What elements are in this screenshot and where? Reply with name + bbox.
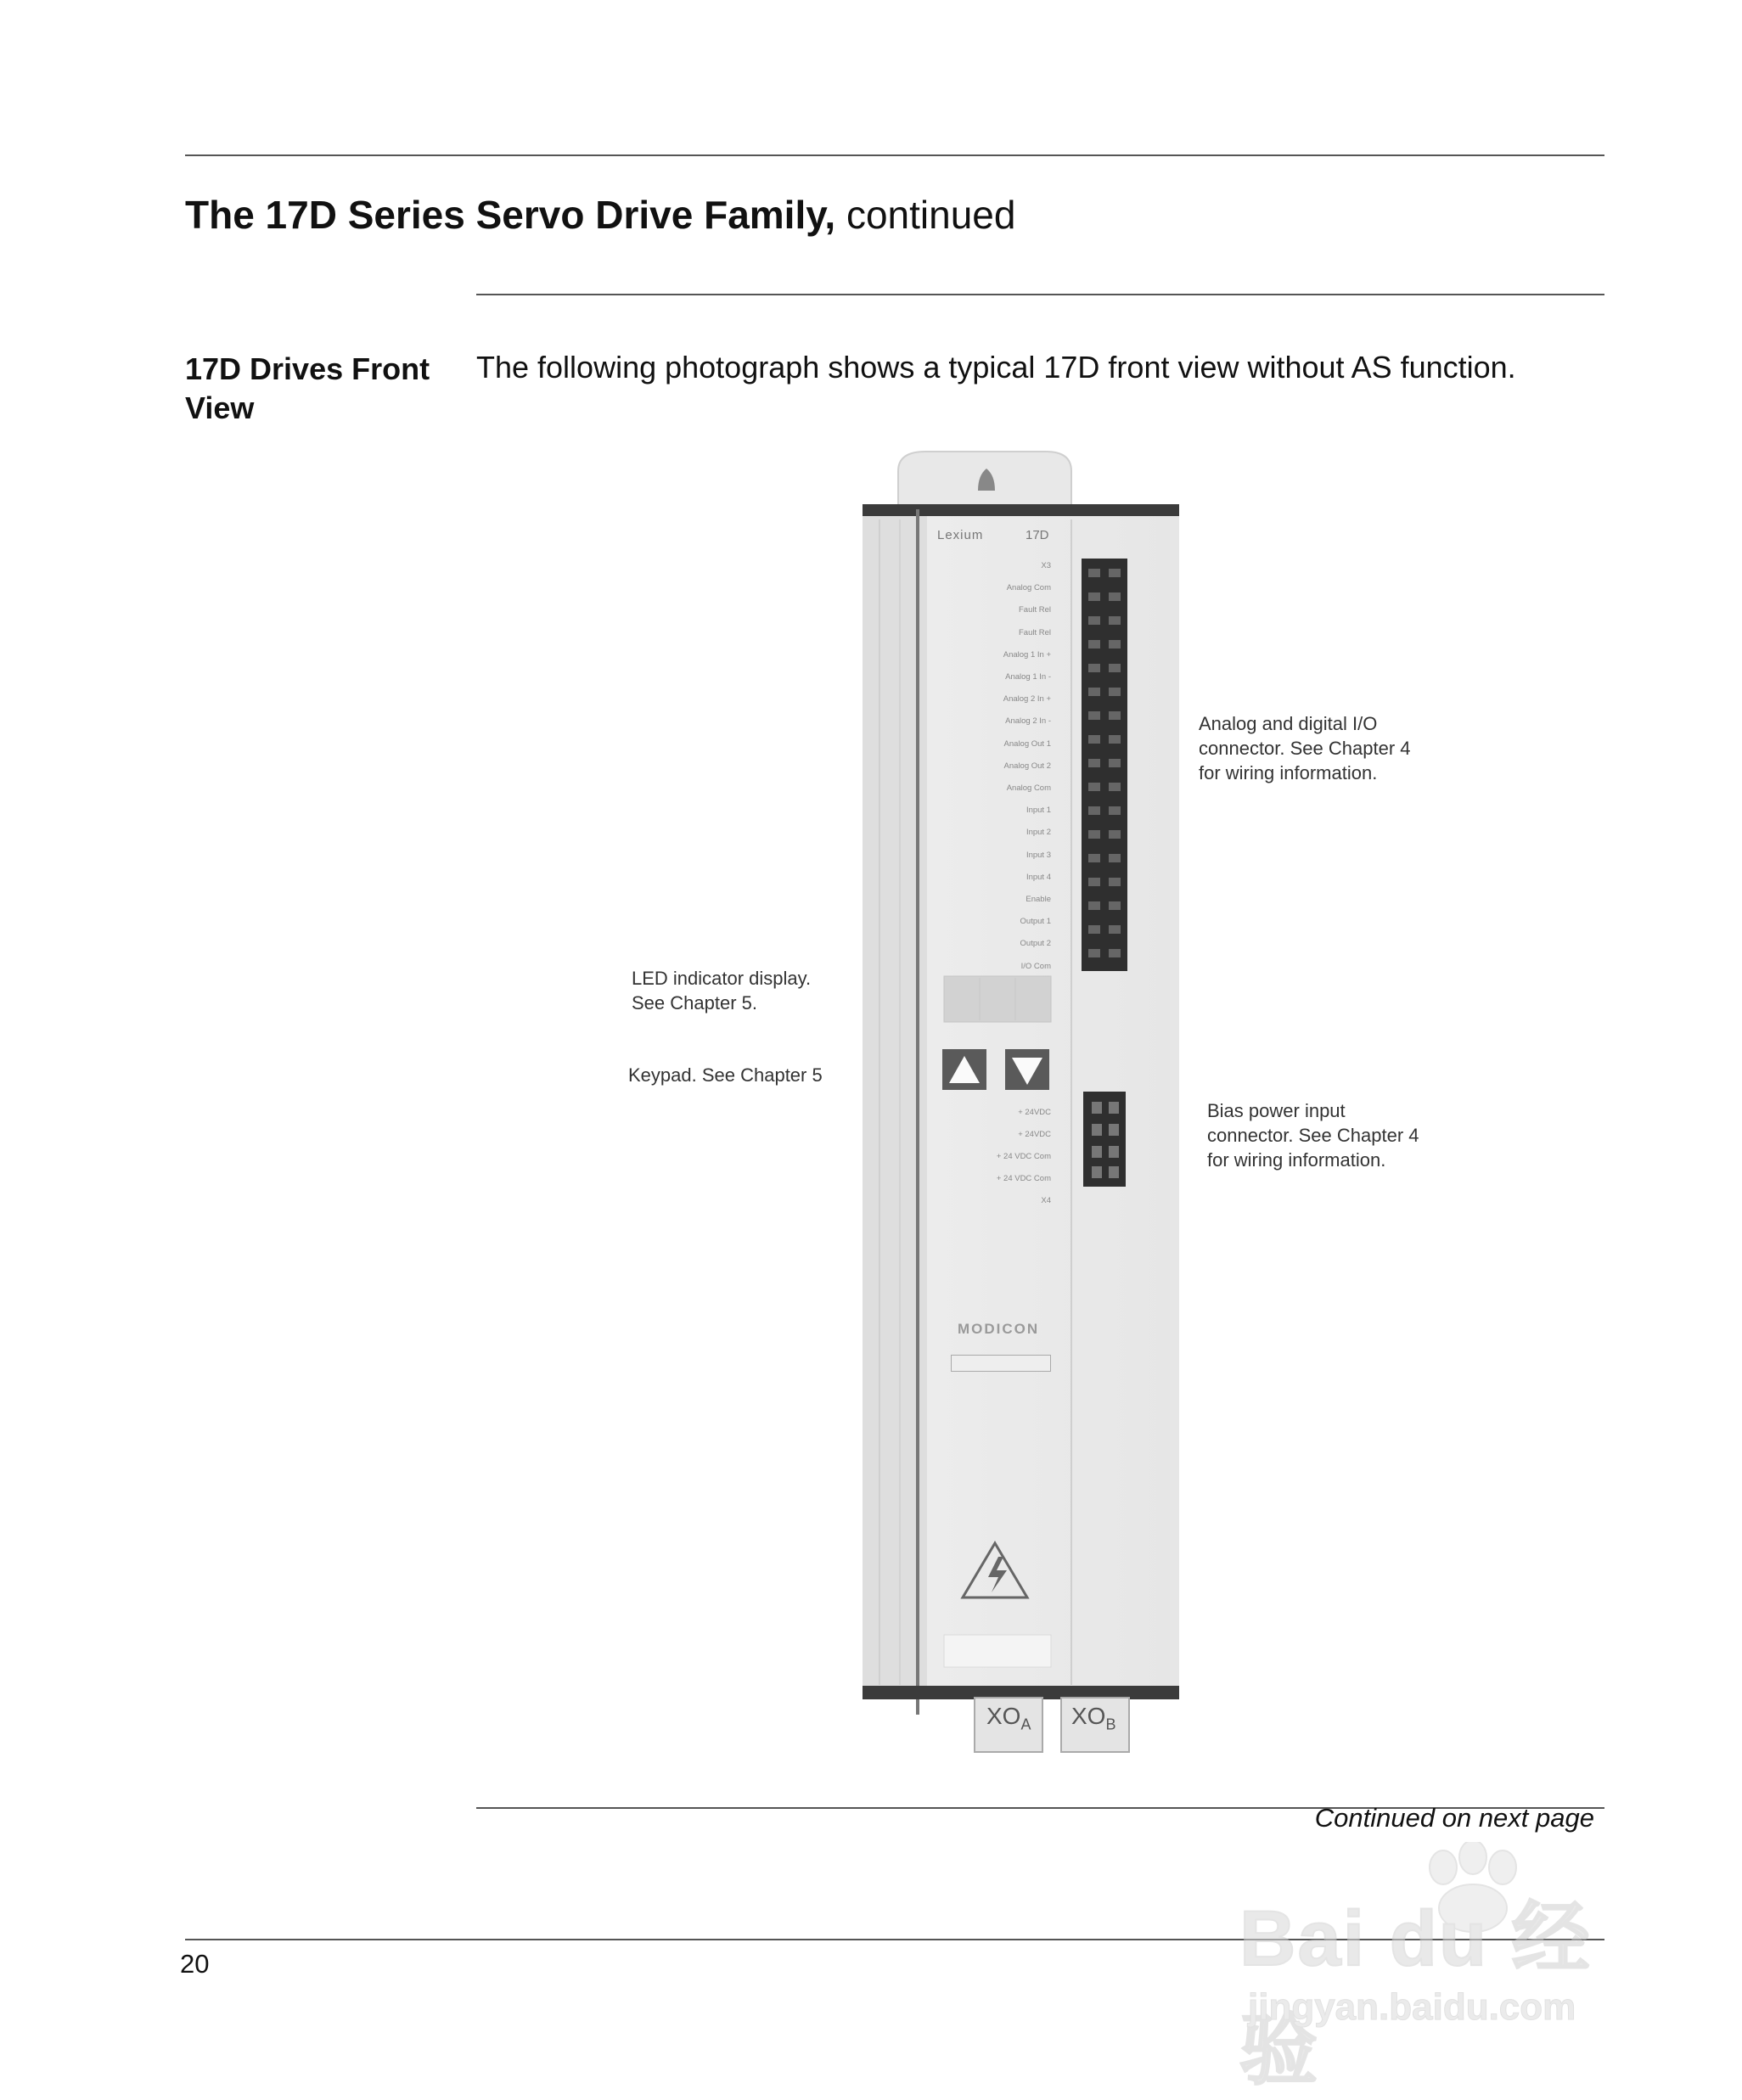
io-terminal-label: Analog 2 In + <box>1003 694 1051 705</box>
io-terminal-label: Analog Com <box>1006 783 1051 794</box>
power-terminal-label: + 24VDC <box>1018 1108 1051 1117</box>
io-label-list <box>944 555 1051 978</box>
section-intro: The following photograph shows a typical 17D front view without AS function. <box>476 350 1516 385</box>
top-band <box>863 504 1179 516</box>
connector-xob-text: XO <box>1071 1703 1106 1729</box>
io-terminal-label: Analog 1 In + <box>1003 649 1051 660</box>
io-terminal-label: Input 2 <box>1026 828 1051 838</box>
power-terminal-label: + 24 VDC Com <box>996 1152 1051 1161</box>
power-label-list <box>944 1102 1051 1212</box>
io-terminal-label: Input 4 <box>1026 872 1051 882</box>
connector-xob-sub: B <box>1105 1715 1116 1733</box>
bias-connector <box>1083 1092 1126 1187</box>
io-terminal-label: X3 <box>1041 561 1051 570</box>
io-terminal-label: Fault Rel <box>1018 627 1051 637</box>
io-connector-callout: Analog and digital I/O connector. See Chapter 4 for wiring information. <box>1199 713 1411 783</box>
connector-xoa-label <box>986 1703 1031 1734</box>
io-terminal-label: Output 1 <box>1020 917 1051 927</box>
watermark-logo: Bai du 经验 <box>1239 1895 1592 2094</box>
power-terminal-label: + 24 VDC Com <box>996 1174 1051 1183</box>
led-display <box>944 976 1051 1022</box>
keypad-callout: Keypad. See Chapter 5 <box>628 1064 823 1086</box>
continued-note: Continued on next page <box>1314 1803 1594 1833</box>
power-terminal-label: + 24VDC <box>1018 1130 1051 1139</box>
title-rest: continued <box>835 193 1016 237</box>
section-heading: 17D Drives Front View <box>185 351 430 425</box>
device-model: 17D <box>1026 528 1049 542</box>
label-plate <box>944 1635 1051 1667</box>
io-terminal-label: Analog Com <box>1006 583 1051 593</box>
maker-logo: MODICON <box>958 1321 1040 1337</box>
io-terminal-label: I/O Com <box>1020 961 1051 971</box>
io-terminal-label: Input 1 <box>1026 806 1051 816</box>
led-display-callout: LED indicator display. See Chapter 5. <box>632 968 812 1014</box>
page-number: 20 <box>180 1949 210 1979</box>
watermark-url: jingyan.baidu.com <box>1248 1986 1576 2028</box>
bias-power-callout: Bias power input connector. See Chapter 4 for wiring information. <box>1207 1100 1419 1171</box>
connector-xob-label <box>1071 1703 1115 1734</box>
io-terminal-label: Analog Out 1 <box>1003 738 1051 749</box>
io-terminal-label: Analog Out 2 <box>1003 761 1051 771</box>
io-terminal-label: Analog 1 In - <box>1005 672 1051 682</box>
device-brand: Lexium <box>937 528 984 542</box>
approval-badge <box>951 1355 1051 1372</box>
io-terminal-label: Enable <box>1026 895 1051 905</box>
io-terminal-label: Fault Rel <box>1018 605 1051 615</box>
io-terminal-label: Input 3 <box>1026 850 1051 860</box>
connector-xoa-sub: A <box>1020 1715 1031 1733</box>
title-bold: The 17D Series Servo Drive Family, <box>185 193 836 237</box>
power-terminal-label: X4 <box>1041 1196 1051 1205</box>
connector-xoa-text: XO <box>986 1703 1021 1729</box>
io-terminal-label: Output 2 <box>1020 939 1051 949</box>
watermark <box>1239 1842 1664 2094</box>
io-terminal-label: Analog 2 In - <box>1005 716 1051 727</box>
